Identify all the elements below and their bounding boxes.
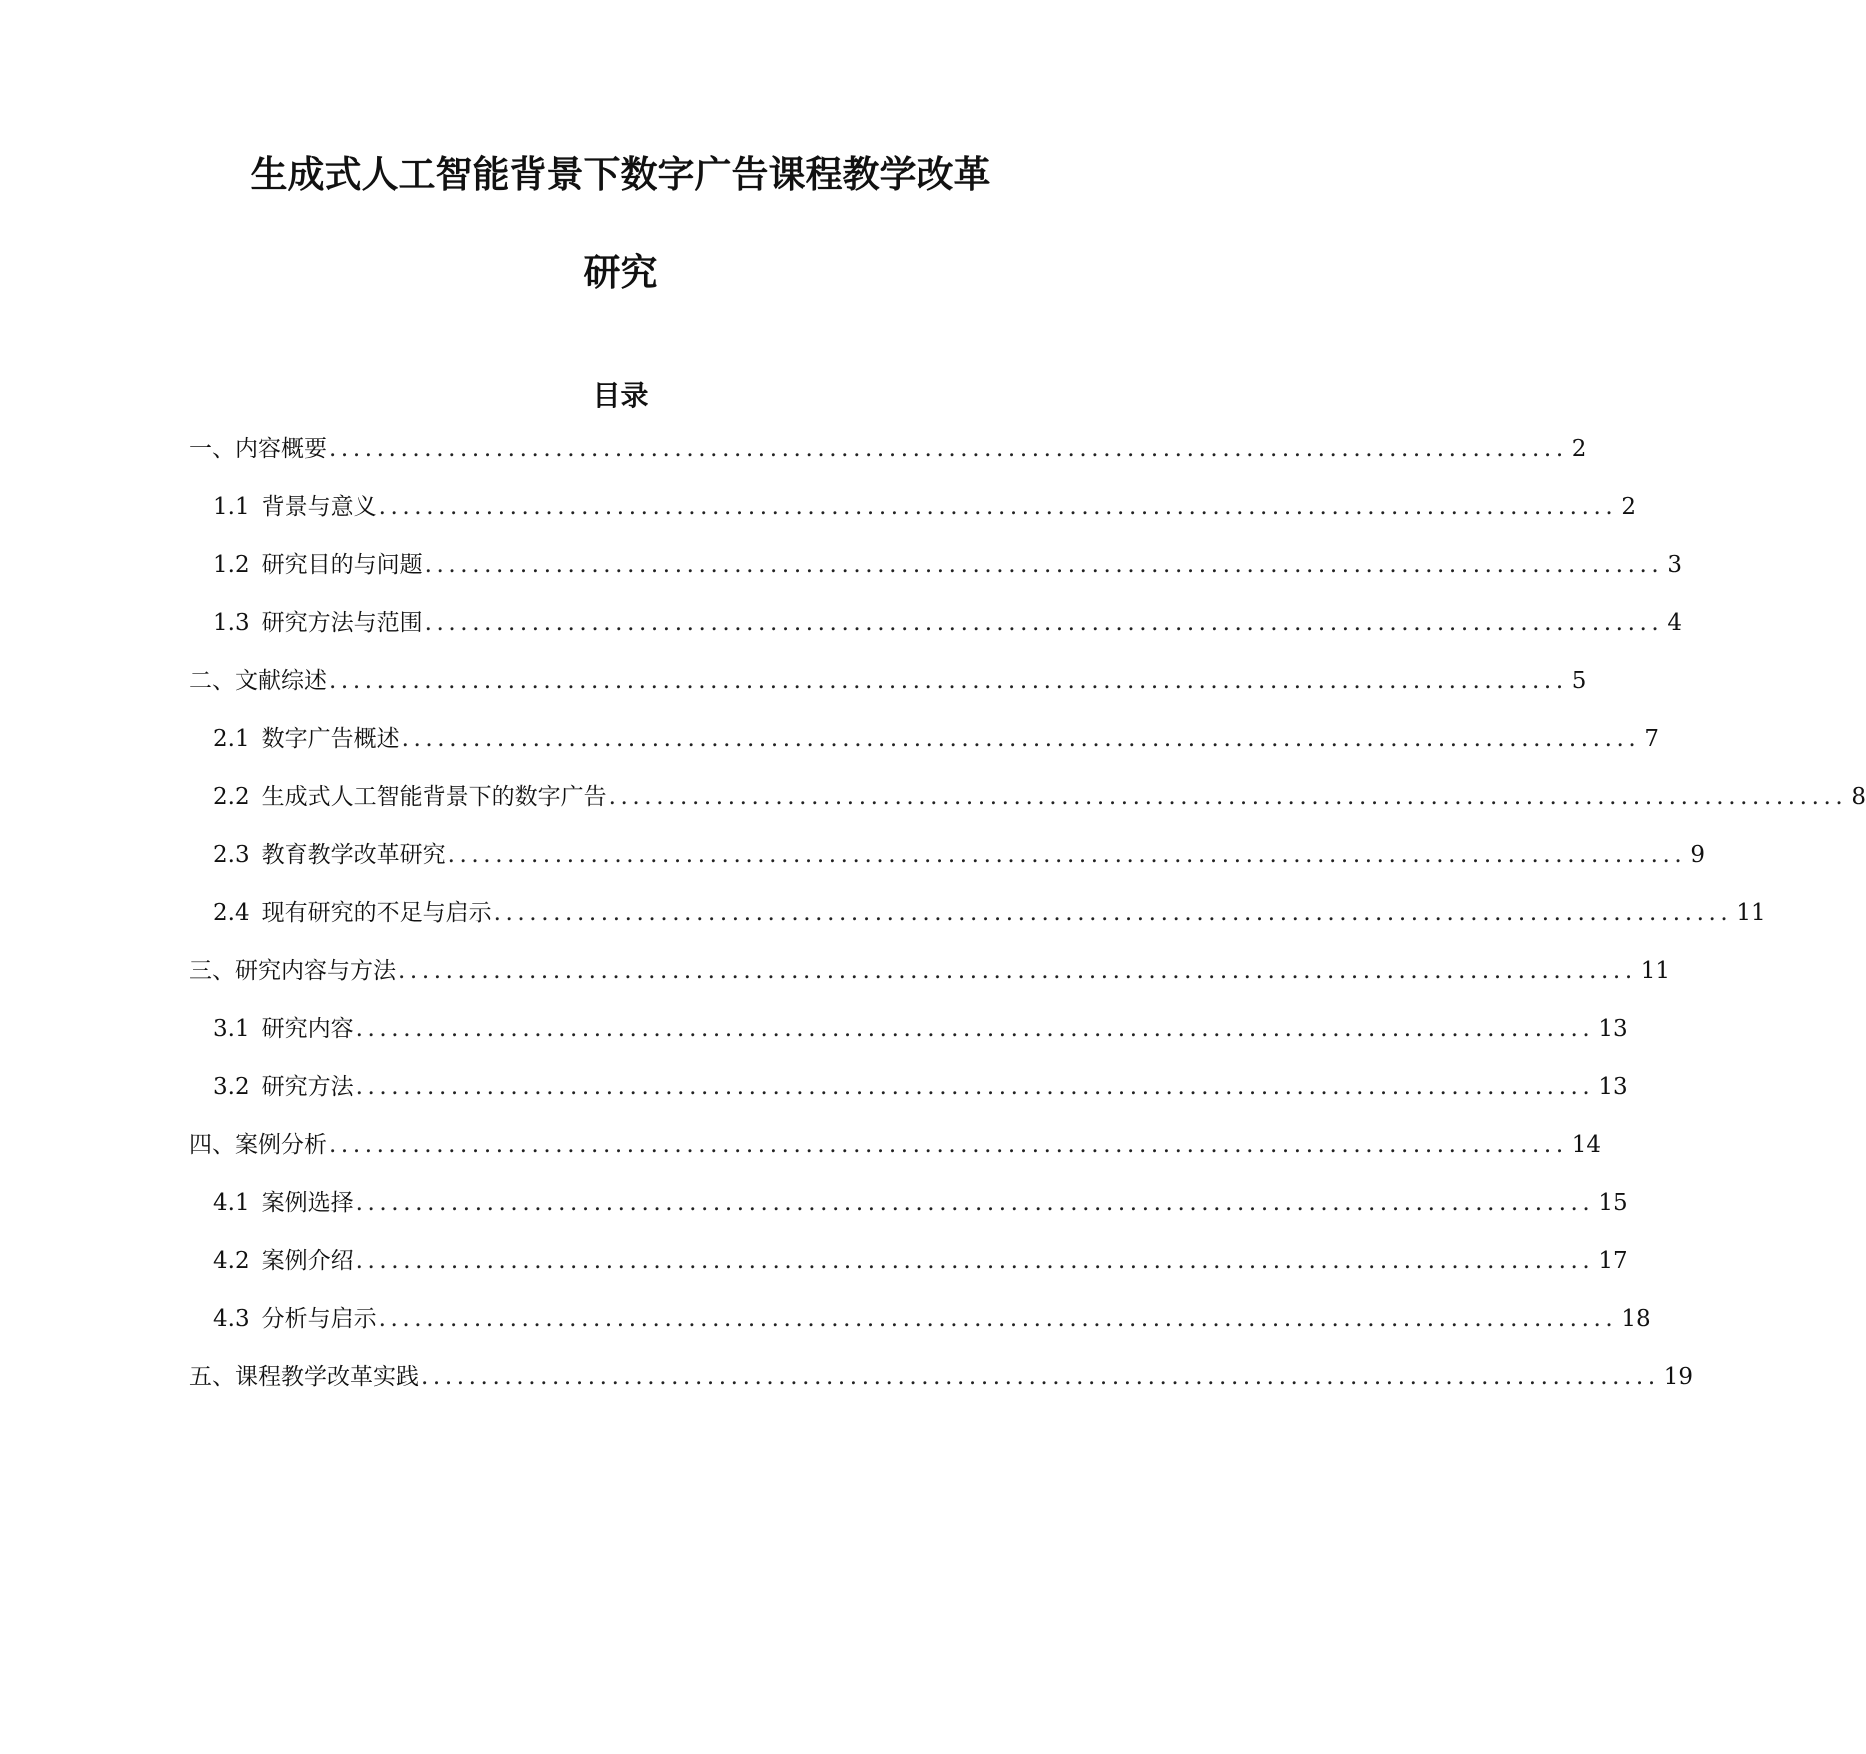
toc-page-number: 11 (1640, 958, 1671, 984)
toc-heading: 目录 (592, 379, 649, 412)
toc-entry-title: 数字广告概述 (261, 726, 400, 752)
toc-entry[interactable] (213, 550, 1682, 580)
toc-entry-text (189, 434, 327, 464)
toc-entry-text (213, 1246, 354, 1276)
toc-leader-dots: ........................................................................................................ (355, 1248, 1595, 1274)
toc-entry-text (213, 1188, 354, 1218)
toc-leader-dots: ........................................................................................................ (378, 494, 1618, 520)
toc-entry-number: 4.2 (213, 1248, 250, 1274)
toc-leader-dots: ........................................................................................................ (355, 1074, 1595, 1100)
toc-entry-text (213, 1014, 354, 1044)
toc-entry-text (189, 956, 396, 986)
toc-page-number: 14 (1571, 1132, 1602, 1158)
toc-leader-dots: ........................................................................................................ (398, 958, 1637, 984)
toc-entry-title: 分析与启示 (261, 1306, 377, 1332)
toc-entry-text (213, 550, 423, 580)
toc-entry[interactable] (213, 840, 1705, 870)
toc-entry-number: 2.3 (213, 842, 250, 868)
toc-entry-text (189, 1130, 327, 1160)
toc-entry-title: 一、内容概要 (189, 436, 327, 462)
toc-entry-title: 生成式人工智能背景下的数字广告 (261, 784, 607, 810)
toc-entry-title: 五、课程教学改革实践 (189, 1364, 419, 1390)
toc-leader-dots: ........................................................................................................ (329, 668, 1568, 694)
toc-entry-title: 教育教学改革研究 (261, 842, 446, 868)
toc-entry-number: 1.2 (213, 552, 250, 578)
toc-leader-dots: ........................................................................................................ (355, 1016, 1595, 1042)
toc-entry-title: 现有研究的不足与启示 (261, 900, 492, 926)
toc-leader-dots: ........................................................................................................ (447, 842, 1687, 868)
toc-entry-number: 3.2 (213, 1074, 250, 1100)
toc-entry-text (213, 1072, 354, 1102)
toc-leader-dots: ........................................................................................................ (424, 610, 1664, 636)
toc-entry[interactable] (213, 1072, 1628, 1102)
toc-page-number: 5 (1571, 668, 1587, 694)
toc-leader-dots: ........................................................................................................ (493, 900, 1733, 926)
document-title-line-1: 生成式人工智能背景下数字广告课程教学改革 (250, 153, 991, 196)
toc-entry-title: 研究方法 (261, 1074, 354, 1100)
toc-leader-dots: ........................................................................................................ (401, 726, 1641, 752)
toc-entry[interactable] (189, 434, 1587, 464)
toc-entry-number: 4.3 (213, 1306, 250, 1332)
toc-leader-dots: ........................................................................................................ (608, 784, 1848, 810)
toc-page-number: 13 (1598, 1016, 1628, 1042)
toc-entry-text (213, 492, 377, 522)
toc-entry-number: 1.1 (213, 494, 250, 520)
toc-entry-title: 研究方法与范围 (261, 610, 423, 636)
toc-leader-dots: ........................................................................................................ (329, 436, 1568, 462)
toc-entry-number: 4.1 (213, 1190, 250, 1216)
toc-entry[interactable] (213, 1188, 1628, 1218)
toc-leader-dots: ........................................................................................................ (329, 1132, 1568, 1158)
toc-page-number: 3 (1667, 552, 1682, 578)
toc-page-number: 8 (1851, 784, 1866, 810)
toc-entry-number: 2.2 (213, 784, 250, 810)
toc-leader-dots: ........................................................................................................ (421, 1364, 1660, 1390)
toc-entry[interactable] (213, 608, 1682, 638)
toc-entry-number: 1.3 (213, 610, 250, 636)
toc-entry[interactable] (213, 724, 1659, 754)
toc-page-number: 19 (1663, 1364, 1694, 1390)
toc-page-number: 2 (1571, 436, 1587, 462)
toc-entry[interactable] (189, 1130, 1602, 1160)
toc-entry-text (213, 782, 607, 812)
toc-entry[interactable] (213, 782, 1866, 812)
toc-entry-text (189, 666, 327, 696)
toc-entry-text (213, 608, 423, 638)
toc-page-number: 7 (1644, 726, 1659, 752)
toc-page-number: 17 (1598, 1248, 1628, 1274)
toc-page-number: 18 (1621, 1306, 1651, 1332)
toc-entry-text (213, 840, 446, 870)
toc-entry-text (189, 1362, 419, 1392)
toc-entry-number: 2.1 (213, 726, 250, 752)
toc-entry[interactable] (189, 956, 1671, 986)
toc-entry[interactable] (213, 1304, 1651, 1334)
toc-leader-dots: ........................................................................................................ (378, 1306, 1618, 1332)
toc-entry[interactable] (189, 666, 1587, 696)
toc-entry[interactable] (189, 1362, 1694, 1392)
toc-page-number: 11 (1736, 900, 1766, 926)
toc-entry-title: 研究内容 (261, 1016, 354, 1042)
toc-entry-number: 2.4 (213, 900, 250, 926)
toc-entry-number: 3.1 (213, 1016, 250, 1042)
toc-entry-text (213, 724, 400, 754)
toc-entry[interactable] (213, 1246, 1628, 1276)
toc-entry-title: 背景与意义 (261, 494, 377, 520)
toc-entry[interactable] (213, 898, 1766, 928)
toc-leader-dots: ........................................................................................................ (355, 1190, 1595, 1216)
toc-entry-title: 案例选择 (261, 1190, 354, 1216)
toc-entry-title: 四、案例分析 (189, 1132, 327, 1158)
toc-leader-dots: ........................................................................................................ (424, 552, 1664, 578)
toc-page-number: 13 (1598, 1074, 1628, 1100)
toc-page-number: 2 (1621, 494, 1636, 520)
toc-page-number: 4 (1667, 610, 1682, 636)
toc-entry-text (213, 898, 492, 928)
toc-entry[interactable] (213, 1014, 1628, 1044)
toc-page-number: 9 (1690, 842, 1705, 868)
toc-page-number: 15 (1598, 1190, 1628, 1216)
toc-entry-text (213, 1304, 377, 1334)
toc-entry-title: 二、文献综述 (189, 668, 327, 694)
document-title-line-2: 研究 (583, 251, 658, 294)
toc-entry[interactable] (213, 492, 1636, 522)
toc-entry-title: 研究目的与问题 (261, 552, 423, 578)
toc-entry-title: 三、研究内容与方法 (189, 958, 396, 984)
toc-entry-title: 案例介绍 (261, 1248, 354, 1274)
